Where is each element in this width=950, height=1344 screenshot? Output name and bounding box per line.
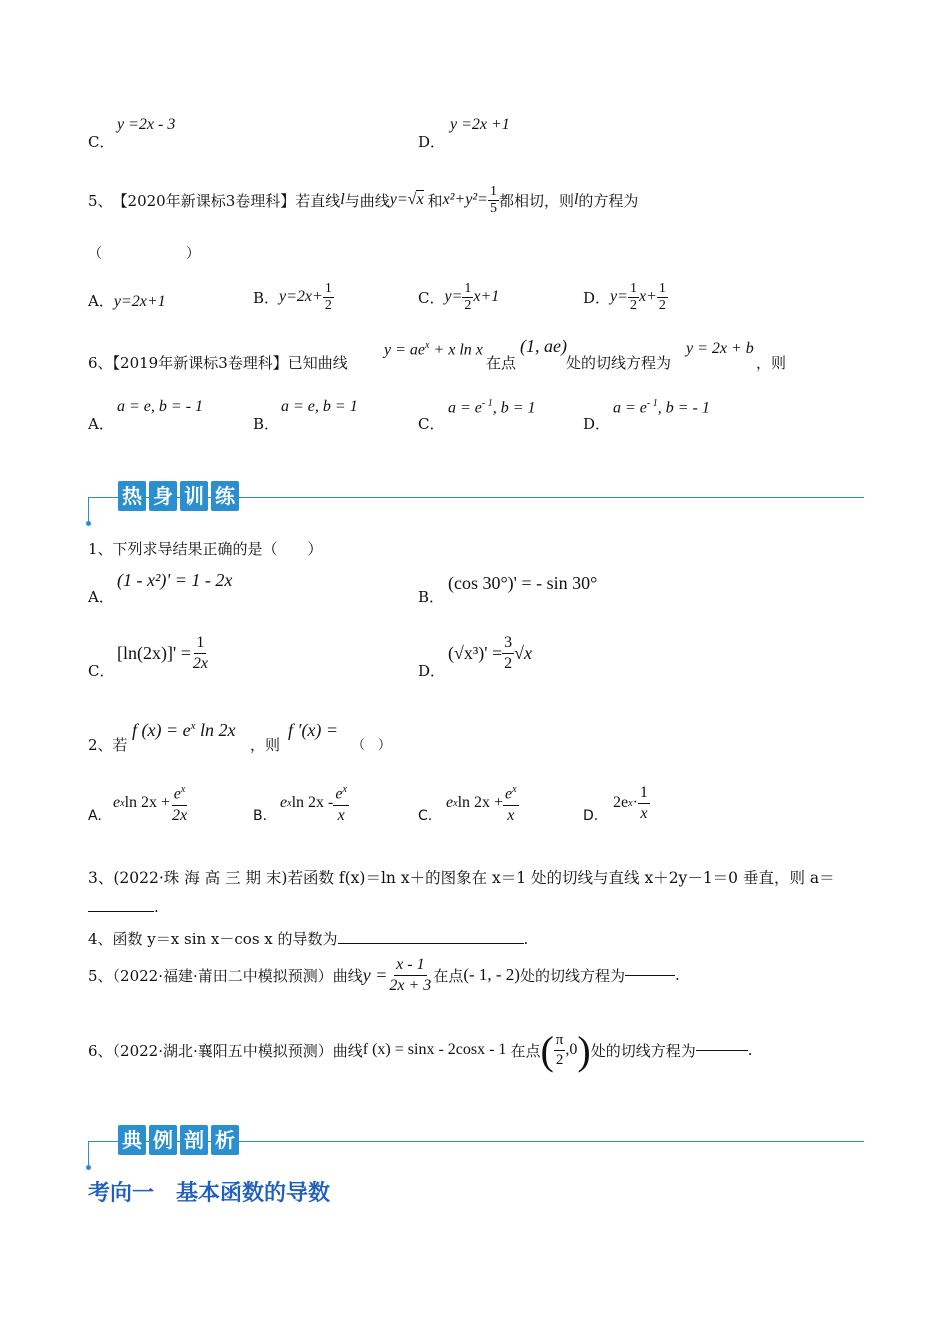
section-dot bbox=[86, 1165, 91, 1170]
math-var: x bbox=[416, 191, 424, 208]
question-text: 在点 bbox=[433, 966, 464, 985]
question-source: 【2020年新课标3卷理科】 bbox=[112, 191, 296, 210]
math-sup: x bbox=[287, 797, 292, 809]
question-5 bbox=[88, 178, 638, 222]
math-expr: f (x) = sinx - 2cosx - 1 bbox=[362, 1041, 507, 1058]
w1-option-c-label: C． bbox=[88, 662, 115, 680]
fraction bbox=[554, 1031, 566, 1070]
section-char: 身 bbox=[149, 481, 177, 511]
fraction-numerator: 1 bbox=[658, 280, 666, 296]
q6-option-b-label: B． bbox=[253, 415, 280, 433]
fraction-denominator: 2x bbox=[172, 806, 188, 824]
question-text: 5、（2022·福建·莆田二中模拟预测）曲线 bbox=[88, 966, 363, 985]
option-expr: y= bbox=[444, 288, 463, 305]
math-expr: y= bbox=[389, 191, 408, 208]
fraction bbox=[170, 780, 189, 825]
fraction-denominator: 2 bbox=[555, 1051, 564, 1068]
section-title bbox=[118, 1125, 239, 1155]
fraction bbox=[387, 955, 433, 996]
fraction-denominator: 2x + 3 bbox=[389, 976, 432, 994]
answer-blank[interactable] bbox=[88, 911, 154, 912]
question-text: 都相切，则 bbox=[498, 191, 574, 210]
warmup-question-4 bbox=[88, 928, 528, 949]
w1-option-d-label: D． bbox=[418, 662, 446, 680]
answer-blank[interactable] bbox=[338, 943, 524, 944]
fraction-numerator: e bbox=[335, 785, 343, 803]
math-expr: + x ln x bbox=[429, 341, 483, 359]
option-expr: x+ bbox=[638, 288, 657, 305]
fraction bbox=[638, 783, 650, 824]
fraction-denominator: 2 bbox=[324, 297, 332, 313]
section-dot bbox=[86, 521, 91, 526]
math-expr: 2e bbox=[613, 794, 629, 811]
warmup-question-6 bbox=[88, 1018, 752, 1082]
question-source: 【2019年新课标3卷理科】 bbox=[112, 354, 288, 372]
q5-option-a bbox=[88, 290, 166, 311]
question-text: 的方程为 bbox=[578, 191, 639, 210]
math-expr: (- 1, - 2) bbox=[463, 965, 520, 984]
q6-option-a-expr: a = e, b = - 1 bbox=[117, 398, 204, 415]
fraction-numerator: π bbox=[554, 1031, 566, 1051]
math-expr: ln 2x + bbox=[457, 794, 504, 811]
q6-option-b-expr: a = e, b = 1 bbox=[281, 398, 358, 415]
math-expr: ,0 bbox=[565, 1041, 578, 1058]
math-sup: - 1 bbox=[646, 398, 658, 409]
punctuation: . bbox=[154, 898, 159, 916]
question-text: 若直线 bbox=[295, 191, 341, 210]
question-text: 与曲线 bbox=[344, 191, 390, 210]
answer-paren: （ ） bbox=[88, 246, 200, 262]
w2-option-c-expr bbox=[446, 778, 519, 828]
answer-paren: （ ） bbox=[352, 738, 392, 753]
punctuation: . bbox=[675, 966, 680, 984]
question-number: 6、 bbox=[88, 354, 113, 372]
q6-text-b: 在点 bbox=[486, 354, 517, 372]
punctuation: . bbox=[523, 930, 529, 948]
q6-option-d-label: D． bbox=[583, 415, 611, 433]
fraction bbox=[657, 281, 668, 314]
w2-option-b-label: B. bbox=[253, 808, 268, 824]
fraction bbox=[503, 780, 519, 825]
math-sup: x bbox=[120, 797, 125, 809]
math-sup: x bbox=[628, 797, 633, 809]
warmup-question-3: 3、(2022·珠 海 高 三 期 末)若函数 f(x)＝ln x＋的图象在 x＝1 处的切线与直线 x＋2y－1＝0 垂直，则 a＝ bbox=[88, 869, 835, 887]
fraction-numerator: 1 bbox=[638, 783, 650, 804]
math-expr: · bbox=[632, 794, 638, 811]
w1-option-a-label: A． bbox=[88, 588, 114, 606]
fraction-denominator: 2 bbox=[658, 297, 666, 313]
q6-option-c-label: C． bbox=[418, 415, 445, 433]
q6-tangent: y = 2x + b bbox=[686, 340, 754, 357]
math-expr: ln 2x - bbox=[291, 794, 334, 811]
fraction-numerator: 1 bbox=[489, 183, 497, 199]
fraction bbox=[333, 780, 349, 825]
fraction-denominator: 2 bbox=[629, 297, 637, 313]
fraction-denominator: x bbox=[507, 806, 515, 824]
math-expr: e bbox=[446, 794, 454, 811]
section-char: 析 bbox=[211, 1125, 239, 1155]
math-sup: x bbox=[180, 784, 186, 796]
math-expr: , b = - 1 bbox=[657, 399, 710, 417]
fraction-numerator: 1 bbox=[194, 633, 206, 654]
math-expr: y = ae bbox=[384, 341, 425, 359]
paren-left: ( bbox=[540, 1027, 554, 1073]
math-expr: , b = 1 bbox=[492, 399, 536, 417]
section-char: 剖 bbox=[180, 1125, 208, 1155]
w2-option-b-expr bbox=[280, 778, 349, 828]
math-sup: x bbox=[425, 340, 430, 351]
fraction-numerator: 3 bbox=[502, 633, 514, 654]
math-sup: x bbox=[453, 797, 458, 809]
w2-text-b: ，则 bbox=[250, 736, 281, 754]
prev-option-d bbox=[418, 131, 445, 152]
math-expr: e bbox=[280, 794, 288, 811]
math-expr: x²+y²= bbox=[442, 191, 488, 208]
w2-fprime: f ′(x) = bbox=[288, 720, 339, 740]
fraction-denominator: 2 bbox=[504, 654, 513, 672]
math-sup: x bbox=[512, 784, 517, 796]
section-char: 训 bbox=[180, 481, 208, 511]
answer-blank[interactable] bbox=[625, 975, 675, 976]
w1-option-b-label: B． bbox=[418, 588, 445, 606]
w1-option-a-expr: (1 - x²)' = 1 - 2x bbox=[117, 570, 233, 590]
question-number: 5、 bbox=[88, 191, 113, 210]
section-char: 例 bbox=[149, 1125, 177, 1155]
math-expr: f (x) = e bbox=[132, 720, 191, 740]
prev-option-c bbox=[88, 131, 114, 152]
option-label: C． bbox=[88, 133, 115, 151]
w2-f-expr bbox=[132, 720, 236, 741]
w2-option-a-expr bbox=[113, 778, 189, 828]
warmup-question-5 bbox=[88, 950, 680, 1000]
w1-option-d-expr bbox=[448, 630, 532, 676]
q6-option-a-label: A． bbox=[88, 415, 114, 433]
q5-option-d bbox=[583, 275, 668, 319]
w2-option-a-label: A. bbox=[88, 808, 102, 824]
option-expr: y=2x+ bbox=[279, 288, 323, 305]
math-var: l bbox=[573, 191, 579, 208]
fraction-numerator: 1 bbox=[324, 280, 332, 296]
fraction bbox=[191, 633, 210, 674]
w2-option-d-label: D. bbox=[583, 808, 599, 824]
section-title bbox=[118, 481, 239, 511]
math-sup: - 1 bbox=[481, 398, 493, 409]
fraction-numerator: 1 bbox=[464, 280, 472, 296]
math-expr: [ln(2x)]' = bbox=[117, 642, 191, 663]
math-expr: √x bbox=[514, 642, 533, 663]
option-label: C． bbox=[418, 288, 445, 307]
section-char: 热 bbox=[118, 481, 146, 511]
section-char: 典 bbox=[118, 1125, 146, 1155]
math-expr: ln 2x + bbox=[124, 794, 171, 811]
q6-option-c-expr bbox=[448, 398, 536, 417]
prev-option-d-expr: y =2x +1 bbox=[450, 116, 510, 133]
fraction bbox=[502, 633, 514, 674]
question-text: 在点 bbox=[510, 1041, 541, 1060]
fraction-denominator: 2 bbox=[464, 297, 472, 313]
option-label: B． bbox=[253, 288, 280, 307]
fraction-numerator: x - 1 bbox=[394, 955, 426, 976]
w1-option-b-expr: (cos 30°)' = - sin 30° bbox=[448, 573, 598, 593]
question-text: 和 bbox=[427, 191, 443, 210]
q6-text-d: ，则 bbox=[756, 354, 787, 372]
math-expr: a = e bbox=[613, 399, 647, 417]
fraction-denominator: x bbox=[640, 804, 648, 822]
fraction-denominator: x bbox=[337, 806, 345, 824]
math-expr: y = bbox=[362, 964, 388, 985]
fraction bbox=[462, 281, 473, 314]
fraction-denominator: 5 bbox=[489, 200, 497, 216]
fraction-numerator: e bbox=[505, 785, 513, 803]
q6-point: (1, ae) bbox=[520, 336, 567, 356]
question-text: 处的切线方程为 bbox=[519, 966, 625, 985]
fraction bbox=[628, 281, 639, 314]
punctuation: . bbox=[747, 1041, 753, 1059]
fraction bbox=[488, 184, 499, 217]
question-text: 6、（2022·湖北·襄阳五中模拟预测）曲线 bbox=[88, 1041, 363, 1060]
math-expr: (√x³)' = bbox=[448, 642, 503, 663]
w2-option-c-label: C. bbox=[418, 808, 433, 824]
option-label: D． bbox=[583, 288, 611, 307]
w3-line-2 bbox=[88, 898, 159, 916]
math-expr: a = e bbox=[448, 399, 482, 417]
paren-right: ) bbox=[577, 1027, 591, 1073]
sqrt-symbol: √x bbox=[407, 191, 424, 208]
w2-option-d-expr bbox=[613, 778, 650, 828]
fraction-numerator: e bbox=[173, 785, 181, 803]
option-expr: y=2x+1 bbox=[113, 293, 166, 310]
question-text: 4、函数 y＝x sin x－cos x 的导数为 bbox=[88, 930, 338, 948]
section-header-warmup bbox=[88, 484, 864, 528]
math-expr: e bbox=[113, 794, 121, 811]
w1-option-c-expr bbox=[117, 630, 210, 676]
warmup-question-1: 1、下列求导结果正确的是（ ） bbox=[88, 540, 323, 558]
option-label: D． bbox=[418, 133, 446, 151]
math-var: l bbox=[340, 191, 345, 208]
q6-curve bbox=[384, 340, 483, 359]
option-label: A． bbox=[88, 292, 114, 310]
section-header-examples bbox=[88, 1128, 864, 1172]
fraction-denominator: 2x bbox=[192, 654, 208, 672]
fraction bbox=[323, 281, 334, 314]
option-expr: x+1 bbox=[473, 288, 500, 305]
question-text: 处的切线方程为 bbox=[590, 1041, 696, 1060]
q5-option-c bbox=[418, 275, 499, 319]
answer-blank[interactable] bbox=[696, 1050, 748, 1051]
math-expr: ln 2x bbox=[195, 720, 236, 740]
q6-option-d-expr bbox=[613, 398, 710, 417]
option-expr: y= bbox=[610, 288, 628, 305]
math-sup: x bbox=[342, 784, 347, 796]
section-char: 练 bbox=[211, 481, 239, 511]
q6-text-c: 处的切线方程为 bbox=[566, 354, 672, 372]
fraction-numerator: 1 bbox=[629, 280, 637, 296]
w2-prefix: 2、若 bbox=[88, 736, 128, 754]
q5-option-b bbox=[253, 275, 334, 319]
question-text: 已知曲线 bbox=[287, 354, 348, 372]
topic-heading: 考向一 基本函数的导数 bbox=[88, 1181, 331, 1206]
math-sup: x bbox=[190, 720, 196, 732]
prev-option-c-expr: y =2x - 3 bbox=[117, 116, 176, 133]
question-6 bbox=[88, 352, 348, 373]
